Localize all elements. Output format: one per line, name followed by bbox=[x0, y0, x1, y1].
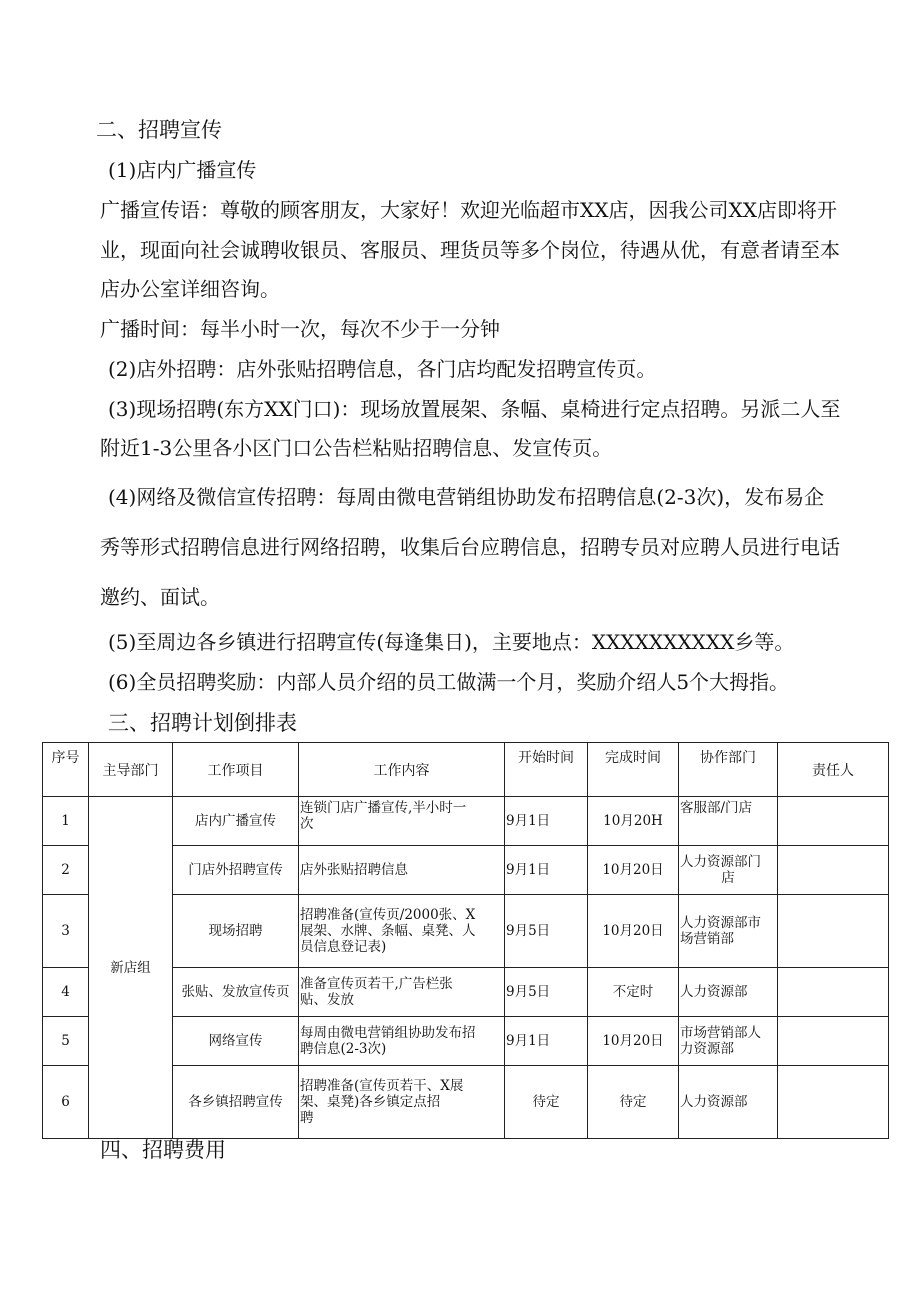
row-cooperate bbox=[679, 968, 778, 1017]
row-project: 张贴、发放宣传页 bbox=[173, 968, 299, 1017]
content-line: 员信息登记表) bbox=[300, 939, 387, 955]
broadcast-text-line-3: 店办公室详细咨询。 bbox=[100, 277, 280, 301]
row-cooperate bbox=[679, 846, 778, 895]
broadcast-text-line-2: 业，现面向社会诚聘收银员、客服员、理货员等多个岗位，待遇从优，有意者请至本 bbox=[100, 238, 840, 262]
recruitment-schedule-table bbox=[42, 742, 889, 1139]
row-start: 9月1日 bbox=[505, 797, 588, 846]
header-lead-department: 主导部门 bbox=[89, 743, 173, 797]
header-content: 工作内容 bbox=[299, 743, 505, 797]
cooperate-line: 场营销部 bbox=[680, 931, 734, 947]
row-start: 9月5日 bbox=[505, 968, 588, 1017]
content-line: 架、桌凳)各乡镇定点招 bbox=[300, 1094, 441, 1110]
cooperate-line: 力资源部 bbox=[680, 1041, 734, 1057]
item-4-line-2: 秀等形式招聘信息进行网络招聘，收集后台应聘信息，招聘专员对应聘人员进行电话 bbox=[100, 535, 840, 559]
row-project: 现场招聘 bbox=[173, 895, 299, 968]
header-cooperate-department: 协作部门 bbox=[679, 743, 778, 797]
row-no: 3 bbox=[43, 895, 89, 968]
row-owner bbox=[778, 846, 889, 895]
row-start: 9月5日 bbox=[505, 895, 588, 968]
row-cooperate bbox=[679, 1017, 778, 1066]
cooperate-line: 人力资源部 bbox=[680, 984, 748, 1000]
row-end: 10月20日 bbox=[588, 846, 679, 895]
content-line: 次 bbox=[300, 816, 314, 832]
broadcast-text-line-1: 广播宣传语：尊敬的顾客朋友，大家好！欢迎光临超市XX店，因我公司XX店即将开 bbox=[100, 198, 837, 222]
lead-department: 新店组 bbox=[89, 797, 173, 1139]
content-line: 连锁门店广播宣传,半小时一 bbox=[300, 800, 467, 816]
row-owner bbox=[778, 895, 889, 968]
row-no: 6 bbox=[43, 1066, 89, 1139]
cooperate-line: 店 bbox=[721, 870, 735, 886]
row-content bbox=[299, 1066, 505, 1139]
row-no: 4 bbox=[43, 968, 89, 1017]
row-owner bbox=[778, 797, 889, 846]
row-start: 9月1日 bbox=[505, 1017, 588, 1066]
broadcast-time: 广播时间：每半小时一次，每次不少于一分钟 bbox=[100, 317, 500, 341]
row-no: 1 bbox=[43, 797, 89, 846]
cooperate-line: 人力资源部门 bbox=[680, 854, 761, 870]
row-content bbox=[299, 797, 505, 846]
row-end: 10月20日 bbox=[588, 1017, 679, 1066]
row-no: 2 bbox=[43, 846, 89, 895]
row-end: 10月20H bbox=[588, 797, 679, 846]
row-project: 店内广播宣传 bbox=[173, 797, 299, 846]
section-4-heading: 四、招聘费用 bbox=[100, 1138, 226, 1162]
content-line: 贴、发放 bbox=[300, 992, 354, 1008]
content-line: 展架、水牌、条幅、桌凳、人 bbox=[300, 923, 476, 939]
item-2: (2)店外招聘：店外张贴招聘信息，各门店均配发招聘宣传页。 bbox=[108, 357, 657, 381]
item-5: (5)至周边各乡镇进行招聘宣传(每逢集日)，主要地点：XXXXXXXXXX乡等。 bbox=[108, 630, 795, 654]
header-no: 序号 bbox=[43, 743, 89, 797]
row-content bbox=[299, 846, 505, 895]
header-start-time: 开始时间 bbox=[505, 743, 588, 797]
item-3-line-2: 附近1-3公里各小区门口公告栏粘贴招聘信息、发宣传页。 bbox=[100, 436, 613, 460]
header-owner: 责任人 bbox=[778, 743, 889, 797]
row-content bbox=[299, 1017, 505, 1066]
row-cooperate bbox=[679, 895, 778, 968]
table-row bbox=[43, 797, 889, 846]
row-owner bbox=[778, 1066, 889, 1139]
content-line: 招聘准备(宣传页若干、X展 bbox=[300, 1078, 464, 1094]
item-1-title: (1)店内广播宣传 bbox=[108, 158, 257, 182]
row-owner bbox=[778, 1017, 889, 1066]
row-cooperate bbox=[679, 1066, 778, 1139]
content-line: 店外张贴招聘信息 bbox=[300, 862, 408, 878]
row-end: 待定 bbox=[588, 1066, 679, 1139]
table-header-row bbox=[43, 743, 889, 797]
row-project: 门店外招聘宣传 bbox=[173, 846, 299, 895]
row-content bbox=[299, 968, 505, 1017]
content-line: 每周由微电营销组协助发布招 bbox=[300, 1025, 476, 1041]
content-line: 招聘准备(宣传页/2000张、X bbox=[300, 907, 476, 923]
item-4-line-1: (4)网络及微信宣传招聘：每周由微电营销组协助发布招聘信息(2-3次)，发布易企 bbox=[108, 485, 825, 509]
item-6: (6)全员招聘奖励：内部人员介绍的员工做满一个月，奖励介绍人5个大拇指。 bbox=[108, 670, 790, 694]
item-4-line-3: 邀约、面试。 bbox=[100, 585, 220, 609]
content-line: 准备宣传页若干,广告栏张 bbox=[300, 976, 453, 992]
section-3-heading: 三、招聘计划倒排表 bbox=[108, 711, 297, 735]
row-cooperate bbox=[679, 797, 778, 846]
row-project: 各乡镇招聘宣传 bbox=[173, 1066, 299, 1139]
cooperate-line: 市场营销部人 bbox=[680, 1025, 761, 1041]
row-start: 待定 bbox=[505, 1066, 588, 1139]
row-project: 网络宣传 bbox=[173, 1017, 299, 1066]
header-end-time: 完成时间 bbox=[588, 743, 679, 797]
item-3-line-1: (3)现场招聘(东方XX门口)：现场放置展架、条幅、桌椅进行定点招聘。另派二人至 bbox=[108, 397, 841, 421]
row-start: 9月1日 bbox=[505, 846, 588, 895]
header-project: 工作项目 bbox=[173, 743, 299, 797]
cooperate-line: 人力资源部市 bbox=[680, 915, 761, 931]
row-end: 10月20日 bbox=[588, 895, 679, 968]
section-2-heading: 二、招聘宣传 bbox=[96, 118, 222, 142]
row-owner bbox=[778, 968, 889, 1017]
cooperate-line: 人力资源部 bbox=[680, 1094, 748, 1110]
content-line: 聘 bbox=[300, 1110, 314, 1126]
row-no: 5 bbox=[43, 1017, 89, 1066]
row-content bbox=[299, 895, 505, 968]
row-end: 不定时 bbox=[588, 968, 679, 1017]
cooperate-line: 客服部/门店 bbox=[680, 800, 753, 816]
content-line: 聘信息(2-3次) bbox=[300, 1041, 387, 1057]
